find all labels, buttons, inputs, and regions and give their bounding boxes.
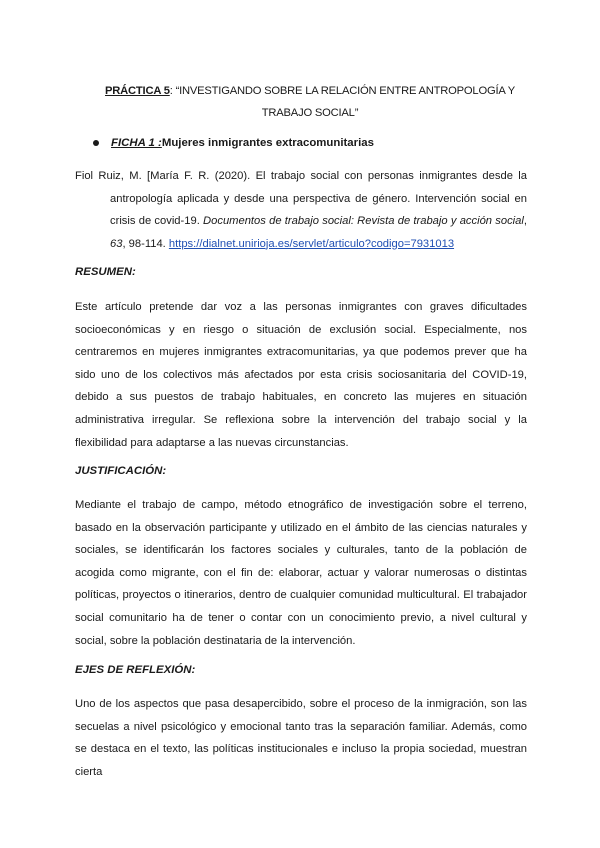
reference-authors: Fiol Ruiz, M. [María F. R. (2020). El trabajo social con personas inmigrantes desde la antropología aplicada y desde una perspectiva de género. Intervención social en crisis de covid-19. (75, 170, 527, 227)
bullet-dot-icon (93, 140, 99, 146)
ficha-text: Mujeres inmigrantes extracomunitarias (161, 137, 374, 149)
ficha-bullet (93, 135, 374, 151)
resumen-heading: RESUMEN: (75, 266, 136, 278)
practice-label: PRÁCTICA 5 (105, 85, 170, 97)
resumen-body: Este artículo pretende dar voz a las personas inmigrantes con graves dificultades socioeconómicas y en riesgo o situación de exclusión social. Especialmente, nos centraremos en mujeres inmigrantes extracomunitarias, ya que podemos prever que ha sido uno de los colectivos más afectados por esta crisis sociosanitaria del COVID-19, debido a sus puestos de trabajo habituales, en concreto las mujeres en situación administrativa irregular. Se reflexiona sobre la intervención del trabajo social y la flexibilidad para adaptarse a las nuevas circunstancias. (75, 301, 527, 449)
justificacion-body: Mediante el trabajo de campo, método etnográfico de investigación sobre el terreno, basado en la observación participante y utilizado en el ámbito de las ciencias naturales y sociales, se identificarán los factores sociales y culturales, tanto de la población de acogida como migrante, con el fin de: elaborar, actuar y valorar numerosas o distintas políticas, proyectos o itinerarios, dentro de cualquier comunidad multicultural. El trabajador social comunitario ha de tener o contar con un conocimiento previo, a nivel cultural y social, sobre la población destinataria de la intervención. (75, 499, 527, 647)
reference-journal: Documentos de trabajo social: Revista de trabajo y acción social (203, 215, 524, 227)
title-text: “INVESTIGANDO SOBRE LA RELACIÓN ENTRE ANTROPOLOGÍA Y TRABAJO SOCIAL” (172, 85, 515, 119)
ejes-body: Uno de los aspectos que pasa desapercibido, sobre el proceso de la inmigración, son las secuelas a nivel psicológico y emocional tanto tras la separación familiar. Además, como se destaca en el texto, las políticas institucionales e incluso la propia sociedad, muestran cierta (75, 698, 527, 778)
ficha-label: FICHA 1 : (111, 137, 162, 149)
ejes-heading: EJES DE REFLEXIÓN: (75, 664, 196, 676)
reference-link[interactable]: https://dialnet.unirioja.es/servlet/articulo?codigo=7931013 (168, 237, 455, 250)
reference-pages: , 98-114. (122, 237, 169, 250)
justificacion-heading: JUSTIFICACIÓN: (75, 465, 167, 477)
reference-volume: 63 (110, 237, 123, 250)
title-colon: : (169, 85, 173, 97)
document-title (80, 80, 540, 124)
bibliographic-reference (75, 165, 527, 255)
reference-separator: , (523, 215, 527, 227)
